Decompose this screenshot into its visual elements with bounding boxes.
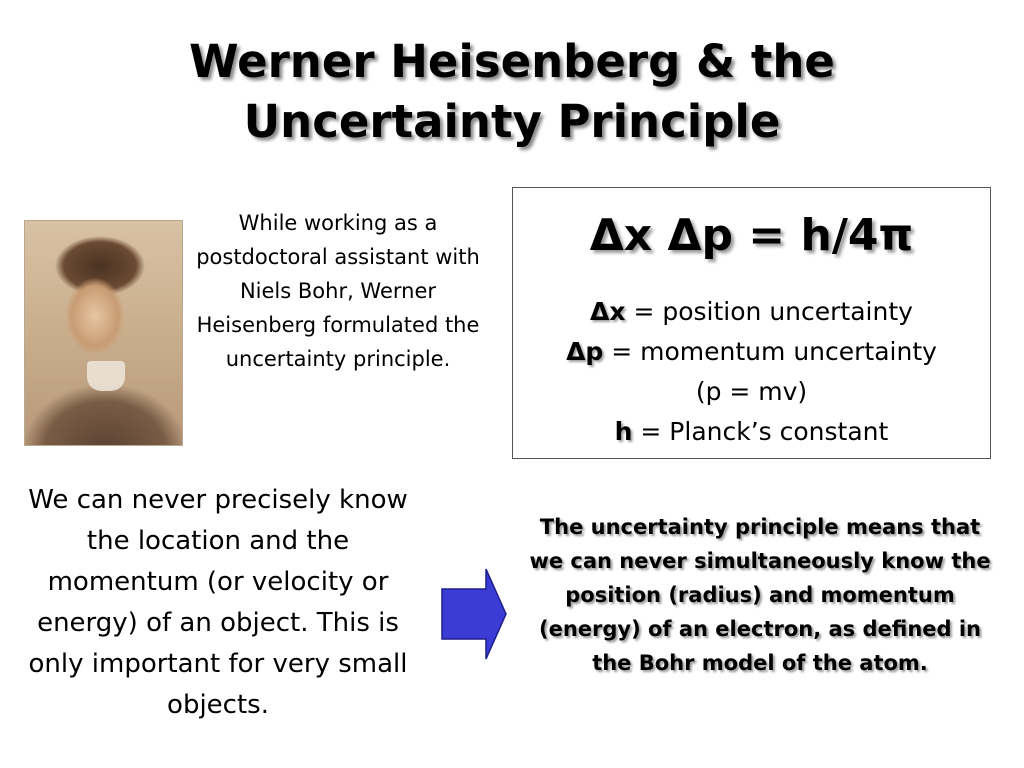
right-arrow-icon <box>440 567 508 661</box>
definition-text: = momentum uncertainty <box>603 337 937 366</box>
definition-text: = position uncertainty <box>625 297 913 326</box>
definition-position <box>513 292 990 332</box>
definition-momentum <box>513 332 990 372</box>
title-line-2: Uncertainty Principle <box>243 95 781 148</box>
arrow-shape <box>442 569 506 659</box>
definition-planck <box>513 412 990 452</box>
intro-text: While working as a postdoctoral assistant with Niels Bohr, Werner Heisenberg formulated the uncertainty principle. <box>196 211 480 371</box>
definition-text: = Planck’s constant <box>632 417 889 446</box>
right-explanation-text: The uncertainty principle means that we can never simultaneously know the position (radius) and momentum (energy) of an electron, as defined in the Bohr model of the atom. <box>529 515 991 675</box>
slide-title <box>0 32 1024 152</box>
definition-symbol: h <box>614 417 633 446</box>
formula-definitions <box>513 292 990 452</box>
uncertainty-formula: Δx Δp = h/4π <box>589 210 914 261</box>
portrait-collar <box>87 361 125 391</box>
left-explanation-text: We can never precisely know the location and the momentum (or velocity or energy) of an object. This is only important for very small objects. <box>28 485 408 720</box>
definition-text: (p = mv) <box>695 377 808 406</box>
definition-symbol: Δx <box>590 297 626 326</box>
definition-symbol: Δp <box>566 337 604 366</box>
definition-momentum-formula <box>513 372 990 412</box>
heisenberg-portrait-icon <box>24 220 183 446</box>
formula-box <box>512 187 991 459</box>
title-line-1: Werner Heisenberg & the <box>189 35 835 88</box>
